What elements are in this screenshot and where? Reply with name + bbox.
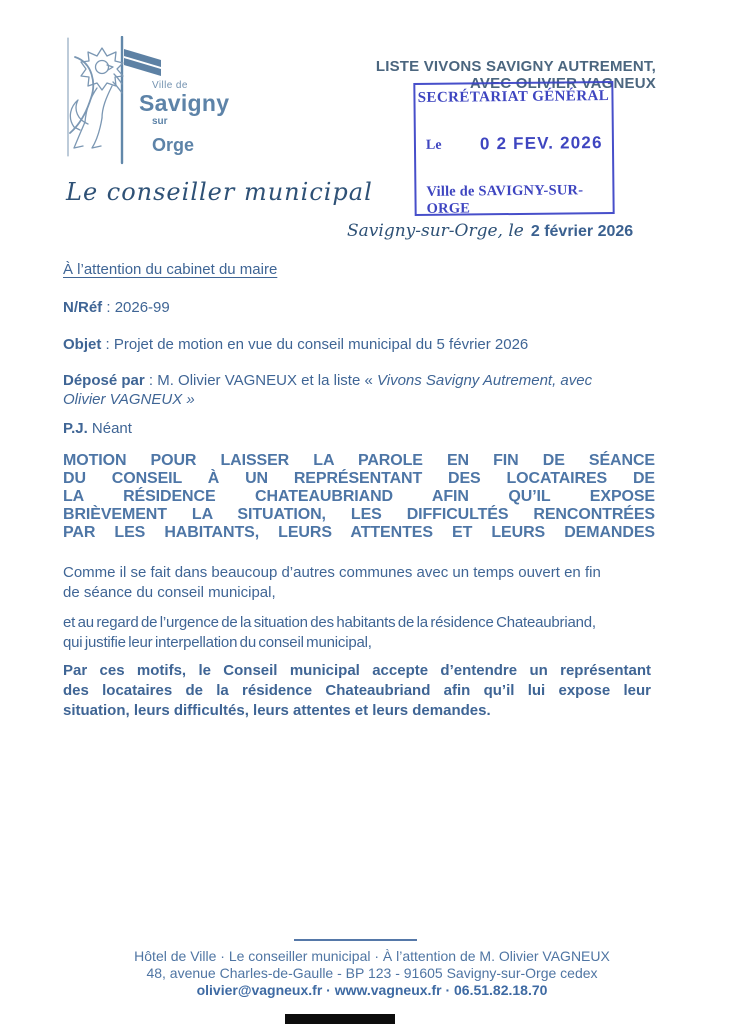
depose-separator: : <box>144 372 158 389</box>
motion-heading-line: DU CONSEIL À UN REPRÉSENTANT DES LOCATAIRES DE <box>63 470 655 487</box>
reference-number-line <box>63 299 170 316</box>
paragraph-line: et au regard de l’urgence de la situation des habitants de la résidence Chateaubriand, <box>63 614 596 631</box>
motion-heading-line: BRIÈVEMENT LA SITUATION, LES DIFFICULTÉS RENCONTRÉES <box>63 506 655 523</box>
motion-heading <box>63 452 655 542</box>
motion-heading-line: PAR LES HABITANTS, LEURS ATTENTES ET LEURS DEMANDES <box>63 524 655 541</box>
objet-separator: : <box>101 336 114 353</box>
footer-address-line1: Hôtel de Ville · Le conseiller municipal · À l’attention de M. Olivier VAGNEUX <box>134 948 610 964</box>
depose-value-normal: M. Olivier VAGNEUX et la liste « <box>157 372 377 389</box>
list-title-line1: LISTE VIVONS SAVIGNY AUTREMENT, <box>375 58 656 75</box>
paragraph-line: Par ces motifs, le Conseil municipal accepte d’entendre un représentant <box>63 662 651 679</box>
footer <box>0 948 744 999</box>
depose-value-italic: Vivons Savigny Autrement, avec <box>377 372 593 389</box>
footer-contact-line: olivier@vagneux.fr · www.vagneux.fr · 06.51.82.18.70 <box>196 982 548 998</box>
paragraph-line: qui justifie leur interpellation du conseil municipal, <box>63 634 372 651</box>
subject-line <box>63 336 528 353</box>
paragraph-line: Comme il se fait dans beaucoup d’autres communes avec un temps ouvert en fin <box>63 564 601 581</box>
paragraph-line: de séance du conseil municipal, <box>63 584 276 601</box>
nref-label: N/Réf <box>63 299 103 316</box>
body-paragraph-2 <box>63 613 663 653</box>
registration-stamp <box>413 81 614 216</box>
attention-line: À l’attention du cabinet du maire <box>63 261 278 278</box>
nref-separator: : <box>102 299 115 316</box>
body-paragraph-1 <box>63 563 663 603</box>
pj-label: P.J. <box>63 420 88 437</box>
nref-value: 2026-99 <box>114 299 170 316</box>
logo-text-sur-orge <box>152 116 206 156</box>
logo-text-savigny: Savigny <box>139 90 230 116</box>
footer-divider <box>294 939 417 941</box>
depose-label: Déposé par <box>63 372 145 389</box>
dateline-place: Savigny-sur-Orge, le <box>347 221 524 241</box>
stamp-date: 0 2 FEV. 2026 <box>479 133 603 154</box>
city-logo <box>64 36 230 168</box>
objet-label: Objet <box>63 336 102 353</box>
footer-address-line2: 48, avenue Charles-de-Gaulle - BP 123 - 91605 Savigny-sur-Orge cedex <box>146 965 598 981</box>
stamp-city: Ville de SAVIGNY-SUR-ORGE <box>426 182 584 217</box>
motion-heading-line: MOTION POUR LAISSER LA PAROLE EN FIN DE SÉANCE <box>63 452 655 469</box>
paragraph-line: des locataires de la résidence Chateaubriand afin qu’il lui expose leur <box>63 682 651 699</box>
motion-heading-line: LA RÉSIDENCE CHATEAUBRIAND AFIN QU’IL EXPOSE <box>63 488 655 505</box>
list-title-line2: AVEC OLIVIER VAGNEUX <box>470 75 656 92</box>
stamp-le-label: Le <box>425 137 442 153</box>
paragraph-line: situation, leurs difficultés, leurs attentes et leurs demandes. <box>63 702 491 719</box>
body-paragraph-3 <box>63 661 651 721</box>
submitted-by-line2: Olivier VAGNEUX » <box>63 391 195 408</box>
dateline-date: 2 février 2026 <box>530 223 634 240</box>
pj-value: Néant <box>87 420 132 437</box>
objet-value: Projet de motion en vue du conseil municipal du 5 février 2026 <box>113 336 529 353</box>
logo-text-sur: sur <box>152 116 168 127</box>
stamp-title: SECRÉTARIAT GÉNÉRAL <box>417 88 610 107</box>
logo-text-orge: Orge <box>152 135 195 155</box>
logo-text-ville-de: Ville de <box>152 80 188 91</box>
submitted-by-block <box>63 371 663 409</box>
submitted-by-line1 <box>63 371 663 390</box>
role-title: Le conseiller municipal <box>66 178 373 206</box>
scan-artifact-bar <box>285 1014 395 1024</box>
attachments-line <box>63 420 132 437</box>
dateline <box>347 221 633 241</box>
